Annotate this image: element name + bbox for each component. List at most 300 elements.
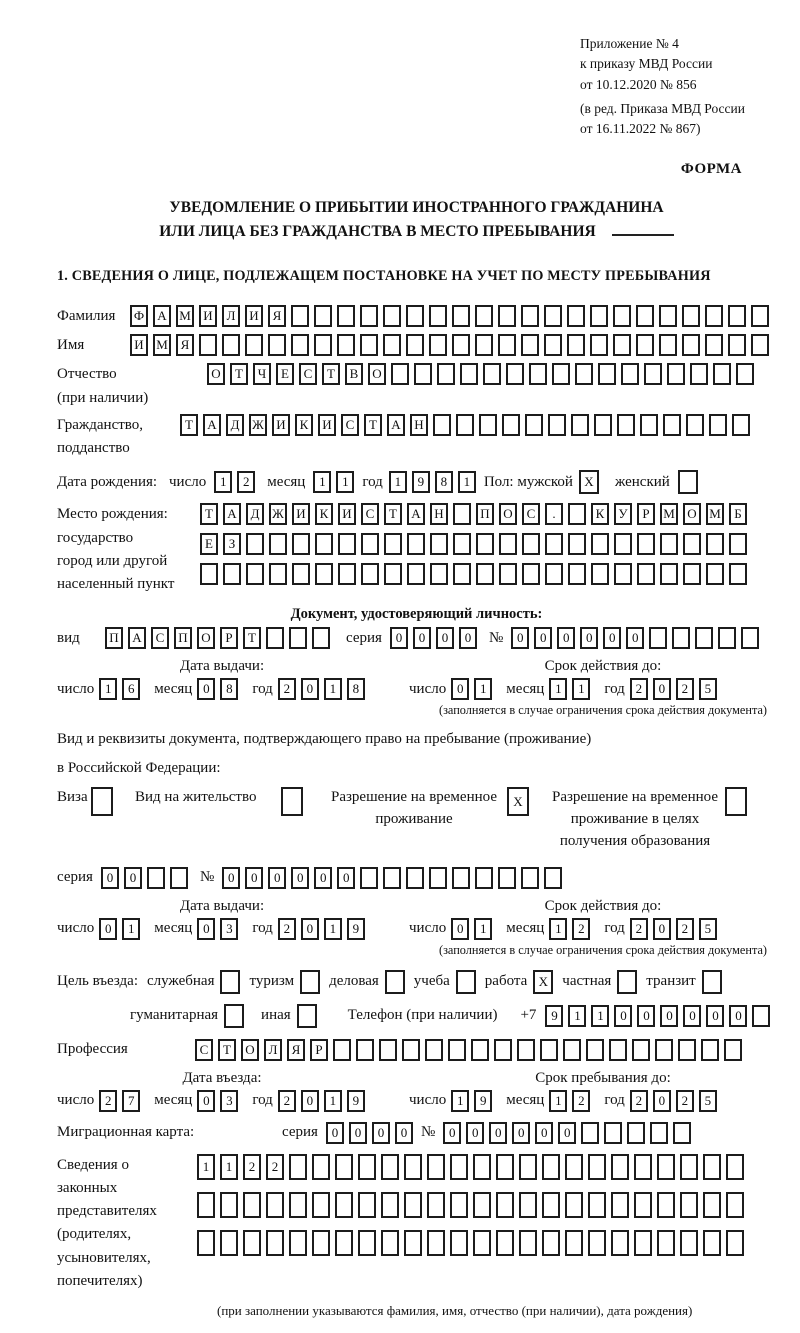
char-cell[interactable] (726, 1192, 744, 1218)
char-cell[interactable]: Р (310, 1039, 328, 1061)
char-cell[interactable]: 5 (699, 918, 717, 940)
char-cell[interactable] (703, 1154, 721, 1180)
char-cell[interactable] (634, 1230, 652, 1256)
char-cell[interactable]: 1 (549, 678, 567, 700)
char-cell[interactable]: О (207, 363, 225, 385)
char-cell[interactable]: С (341, 414, 359, 436)
char-cell[interactable] (649, 627, 667, 649)
char-cell[interactable] (634, 1154, 652, 1180)
char-cell[interactable]: 3 (220, 1090, 238, 1112)
char-cell[interactable] (604, 1122, 622, 1144)
char-cell[interactable] (590, 334, 608, 356)
char-cell[interactable] (289, 627, 307, 649)
char-cell[interactable]: 1 (389, 471, 407, 493)
char-cell[interactable]: П (174, 627, 192, 649)
char-cell[interactable] (476, 533, 494, 555)
char-cell[interactable] (453, 563, 471, 585)
char-cell[interactable] (581, 1122, 599, 1144)
char-cell[interactable] (473, 1192, 491, 1218)
char-cell[interactable]: 2 (278, 918, 296, 940)
char-cell[interactable]: Л (222, 305, 240, 327)
char-cell[interactable]: 1 (451, 1090, 469, 1112)
char-cell[interactable] (726, 1230, 744, 1256)
char-cell[interactable] (289, 1230, 307, 1256)
char-cell[interactable] (728, 334, 746, 356)
char-cell[interactable]: Т (364, 414, 382, 436)
sex-male-checkbox[interactable]: X (579, 470, 599, 494)
char-cell[interactable] (475, 334, 493, 356)
char-cell[interactable] (475, 305, 493, 327)
char-cell[interactable] (200, 563, 218, 585)
char-cell[interactable] (384, 533, 402, 555)
char-cell[interactable] (430, 533, 448, 555)
char-cell[interactable]: П (476, 503, 494, 525)
char-cell[interactable] (751, 305, 769, 327)
char-cell[interactable] (291, 334, 309, 356)
char-cell[interactable]: 2 (630, 678, 648, 700)
char-cell[interactable]: 0 (301, 1090, 319, 1112)
char-cell[interactable] (567, 305, 585, 327)
char-cell[interactable] (729, 533, 747, 555)
char-cell[interactable]: К (295, 414, 313, 436)
char-cell[interactable] (220, 1192, 238, 1218)
char-cell[interactable] (657, 1154, 675, 1180)
purpose-tourism-checkbox[interactable] (300, 970, 320, 994)
char-cell[interactable]: 8 (347, 678, 365, 700)
char-cell[interactable] (588, 1154, 606, 1180)
char-cell[interactable] (525, 414, 543, 436)
char-cell[interactable] (268, 334, 286, 356)
temp-residence-checkbox[interactable]: X (507, 787, 529, 816)
char-cell[interactable] (476, 563, 494, 585)
char-cell[interactable] (517, 1039, 535, 1061)
char-cell[interactable]: В (345, 363, 363, 385)
char-cell[interactable]: 0 (337, 867, 355, 889)
char-cell[interactable] (266, 627, 284, 649)
char-cell[interactable] (360, 334, 378, 356)
char-cell[interactable] (660, 533, 678, 555)
char-cell[interactable] (406, 305, 424, 327)
char-cell[interactable] (246, 563, 264, 585)
char-cell[interactable]: А (128, 627, 146, 649)
char-cell[interactable] (611, 1230, 629, 1256)
char-cell[interactable]: М (153, 334, 171, 356)
char-cell[interactable]: Т (218, 1039, 236, 1061)
char-cell[interactable]: О (368, 363, 386, 385)
char-cell[interactable]: 0 (413, 627, 431, 649)
char-cell[interactable]: 2 (237, 471, 255, 493)
char-cell[interactable]: Б (729, 503, 747, 525)
char-cell[interactable]: 0 (466, 1122, 484, 1144)
char-cell[interactable] (315, 533, 333, 555)
char-cell[interactable] (568, 563, 586, 585)
char-cell[interactable] (450, 1154, 468, 1180)
char-cell[interactable]: 2 (99, 1090, 117, 1112)
char-cell[interactable] (529, 363, 547, 385)
char-cell[interactable] (314, 334, 332, 356)
char-cell[interactable] (453, 503, 471, 525)
char-cell[interactable] (703, 1192, 721, 1218)
char-cell[interactable]: 1 (568, 1005, 586, 1027)
char-cell[interactable] (567, 334, 585, 356)
char-cell[interactable]: 1 (220, 1154, 238, 1180)
char-cell[interactable]: Т (200, 503, 218, 525)
char-cell[interactable]: 0 (660, 1005, 678, 1027)
char-cell[interactable]: У (614, 503, 632, 525)
char-cell[interactable] (499, 563, 517, 585)
char-cell[interactable] (358, 1230, 376, 1256)
char-cell[interactable] (429, 334, 447, 356)
char-cell[interactable]: 0 (436, 627, 454, 649)
char-cell[interactable] (650, 1122, 668, 1144)
char-cell[interactable] (706, 533, 724, 555)
char-cell[interactable] (521, 867, 539, 889)
char-cell[interactable] (672, 627, 690, 649)
char-cell[interactable] (383, 334, 401, 356)
char-cell[interactable] (614, 563, 632, 585)
char-cell[interactable]: 2 (630, 1090, 648, 1112)
char-cell[interactable]: 6 (122, 678, 140, 700)
char-cell[interactable] (383, 305, 401, 327)
char-cell[interactable] (701, 1039, 719, 1061)
char-cell[interactable]: 0 (535, 1122, 553, 1144)
char-cell[interactable] (404, 1230, 422, 1256)
char-cell[interactable] (452, 867, 470, 889)
char-cell[interactable]: С (361, 503, 379, 525)
char-cell[interactable]: С (522, 503, 540, 525)
char-cell[interactable]: 1 (197, 1154, 215, 1180)
char-cell[interactable] (361, 533, 379, 555)
char-cell[interactable]: Р (637, 503, 655, 525)
char-cell[interactable]: Т (384, 503, 402, 525)
char-cell[interactable] (683, 563, 701, 585)
char-cell[interactable] (473, 1154, 491, 1180)
char-cell[interactable] (170, 867, 188, 889)
char-cell[interactable]: Ч (253, 363, 271, 385)
char-cell[interactable] (632, 1039, 650, 1061)
char-cell[interactable]: 9 (347, 1090, 365, 1112)
char-cell[interactable]: 2 (676, 918, 694, 940)
char-cell[interactable] (496, 1230, 514, 1256)
char-cell[interactable]: 0 (390, 627, 408, 649)
char-cell[interactable] (682, 334, 700, 356)
char-cell[interactable] (598, 363, 616, 385)
char-cell[interactable] (456, 414, 474, 436)
char-cell[interactable]: Ф (130, 305, 148, 327)
char-cell[interactable]: 1 (458, 471, 476, 493)
char-cell[interactable]: 1 (313, 471, 331, 493)
char-cell[interactable] (471, 1039, 489, 1061)
char-cell[interactable] (519, 1230, 537, 1256)
char-cell[interactable] (591, 563, 609, 585)
char-cell[interactable] (751, 334, 769, 356)
char-cell[interactable]: 5 (699, 678, 717, 700)
char-cell[interactable] (450, 1192, 468, 1218)
char-cell[interactable] (542, 1154, 560, 1180)
char-cell[interactable]: Т (322, 363, 340, 385)
char-cell[interactable] (406, 334, 424, 356)
char-cell[interactable]: М (706, 503, 724, 525)
char-cell[interactable] (269, 563, 287, 585)
char-cell[interactable]: 0 (534, 627, 552, 649)
char-cell[interactable]: Т (243, 627, 261, 649)
char-cell[interactable] (312, 627, 330, 649)
char-cell[interactable] (452, 305, 470, 327)
char-cell[interactable]: 8 (220, 678, 238, 700)
char-cell[interactable]: О (241, 1039, 259, 1061)
char-cell[interactable] (402, 1039, 420, 1061)
char-cell[interactable]: 1 (474, 678, 492, 700)
char-cell[interactable] (565, 1230, 583, 1256)
char-cell[interactable] (713, 363, 731, 385)
char-cell[interactable] (448, 1039, 466, 1061)
char-cell[interactable] (335, 1154, 353, 1180)
char-cell[interactable]: 0 (291, 867, 309, 889)
char-cell[interactable] (594, 414, 612, 436)
char-cell[interactable] (356, 1039, 374, 1061)
char-cell[interactable] (243, 1230, 261, 1256)
temp-residence-edu-checkbox[interactable] (725, 787, 747, 816)
char-cell[interactable]: 9 (474, 1090, 492, 1112)
char-cell[interactable] (706, 563, 724, 585)
char-cell[interactable] (496, 1154, 514, 1180)
char-cell[interactable]: 1 (122, 918, 140, 940)
char-cell[interactable]: 0 (626, 627, 644, 649)
char-cell[interactable] (427, 1192, 445, 1218)
char-cell[interactable]: И (318, 414, 336, 436)
char-cell[interactable] (657, 1192, 675, 1218)
char-cell[interactable]: И (272, 414, 290, 436)
char-cell[interactable]: 0 (124, 867, 142, 889)
char-cell[interactable] (690, 363, 708, 385)
char-cell[interactable]: И (199, 305, 217, 327)
char-cell[interactable] (498, 867, 516, 889)
char-cell[interactable] (575, 363, 593, 385)
char-cell[interactable] (361, 563, 379, 585)
char-cell[interactable] (429, 867, 447, 889)
char-cell[interactable]: К (315, 503, 333, 525)
char-cell[interactable] (611, 1154, 629, 1180)
char-cell[interactable] (483, 363, 501, 385)
char-cell[interactable]: 2 (243, 1154, 261, 1180)
char-cell[interactable] (383, 867, 401, 889)
char-cell[interactable]: 0 (683, 1005, 701, 1027)
char-cell[interactable] (673, 1122, 691, 1144)
char-cell[interactable] (335, 1192, 353, 1218)
char-cell[interactable] (682, 305, 700, 327)
char-cell[interactable]: 3 (220, 918, 238, 940)
char-cell[interactable] (637, 563, 655, 585)
char-cell[interactable]: Я (287, 1039, 305, 1061)
char-cell[interactable] (223, 563, 241, 585)
char-cell[interactable] (563, 1039, 581, 1061)
char-cell[interactable] (660, 563, 678, 585)
char-cell[interactable]: Е (276, 363, 294, 385)
char-cell[interactable] (680, 1154, 698, 1180)
char-cell[interactable] (453, 533, 471, 555)
char-cell[interactable] (571, 414, 589, 436)
char-cell[interactable] (621, 363, 639, 385)
char-cell[interactable] (636, 305, 654, 327)
char-cell[interactable]: И (245, 305, 263, 327)
char-cell[interactable] (519, 1192, 537, 1218)
char-cell[interactable] (338, 533, 356, 555)
char-cell[interactable]: 0 (197, 678, 215, 700)
char-cell[interactable]: 0 (326, 1122, 344, 1144)
char-cell[interactable]: Н (410, 414, 428, 436)
char-cell[interactable] (588, 1230, 606, 1256)
char-cell[interactable] (542, 1230, 560, 1256)
char-cell[interactable] (291, 305, 309, 327)
char-cell[interactable] (663, 414, 681, 436)
char-cell[interactable] (337, 334, 355, 356)
char-cell[interactable]: М (176, 305, 194, 327)
char-cell[interactable]: М (660, 503, 678, 525)
char-cell[interactable] (498, 305, 516, 327)
char-cell[interactable]: 2 (676, 678, 694, 700)
char-cell[interactable]: 0 (101, 867, 119, 889)
char-cell[interactable]: 0 (443, 1122, 461, 1144)
char-cell[interactable] (384, 563, 402, 585)
char-cell[interactable] (728, 305, 746, 327)
char-cell[interactable]: К (591, 503, 609, 525)
char-cell[interactable] (552, 363, 570, 385)
char-cell[interactable] (741, 627, 759, 649)
char-cell[interactable] (494, 1039, 512, 1061)
char-cell[interactable] (705, 334, 723, 356)
char-cell[interactable]: 0 (197, 1090, 215, 1112)
char-cell[interactable] (678, 1039, 696, 1061)
char-cell[interactable]: 0 (451, 918, 469, 940)
char-cell[interactable]: 0 (614, 1005, 632, 1027)
char-cell[interactable] (269, 533, 287, 555)
char-cell[interactable] (197, 1230, 215, 1256)
char-cell[interactable] (496, 1192, 514, 1218)
char-cell[interactable] (522, 533, 540, 555)
char-cell[interactable] (545, 563, 563, 585)
char-cell[interactable]: 2 (572, 918, 590, 940)
char-cell[interactable]: Д (246, 503, 264, 525)
char-cell[interactable]: 0 (301, 918, 319, 940)
char-cell[interactable] (613, 305, 631, 327)
char-cell[interactable]: 0 (558, 1122, 576, 1144)
char-cell[interactable]: 0 (512, 1122, 530, 1144)
char-cell[interactable] (312, 1230, 330, 1256)
char-cell[interactable] (379, 1039, 397, 1061)
char-cell[interactable]: 7 (122, 1090, 140, 1112)
char-cell[interactable] (636, 334, 654, 356)
char-cell[interactable] (437, 363, 455, 385)
char-cell[interactable] (404, 1192, 422, 1218)
char-cell[interactable]: 0 (245, 867, 263, 889)
char-cell[interactable] (425, 1039, 443, 1061)
char-cell[interactable] (220, 1230, 238, 1256)
sex-female-checkbox[interactable] (678, 470, 698, 494)
char-cell[interactable] (289, 1154, 307, 1180)
char-cell[interactable] (542, 1192, 560, 1218)
char-cell[interactable]: И (292, 503, 310, 525)
char-cell[interactable] (565, 1154, 583, 1180)
char-cell[interactable] (407, 533, 425, 555)
char-cell[interactable]: С (151, 627, 169, 649)
char-cell[interactable] (450, 1230, 468, 1256)
char-cell[interactable]: 0 (653, 1090, 671, 1112)
char-cell[interactable]: И (338, 503, 356, 525)
char-cell[interactable] (709, 414, 727, 436)
char-cell[interactable]: 0 (451, 678, 469, 700)
char-cell[interactable]: Я (268, 305, 286, 327)
char-cell[interactable] (292, 563, 310, 585)
char-cell[interactable]: 0 (603, 627, 621, 649)
char-cell[interactable] (360, 867, 378, 889)
char-cell[interactable] (540, 1039, 558, 1061)
char-cell[interactable]: Н (430, 503, 448, 525)
char-cell[interactable]: 1 (572, 678, 590, 700)
char-cell[interactable]: 2 (572, 1090, 590, 1112)
char-cell[interactable] (199, 334, 217, 356)
char-cell[interactable] (358, 1154, 376, 1180)
char-cell[interactable] (545, 533, 563, 555)
char-cell[interactable] (498, 334, 516, 356)
char-cell[interactable] (292, 533, 310, 555)
char-cell[interactable] (686, 414, 704, 436)
char-cell[interactable]: 0 (395, 1122, 413, 1144)
char-cell[interactable] (506, 363, 524, 385)
char-cell[interactable] (430, 563, 448, 585)
purpose-study-checkbox[interactable] (456, 970, 476, 994)
char-cell[interactable] (381, 1230, 399, 1256)
char-cell[interactable]: З (223, 533, 241, 555)
char-cell[interactable] (586, 1039, 604, 1061)
char-cell[interactable] (414, 363, 432, 385)
residence-permit-checkbox[interactable] (281, 787, 303, 816)
char-cell[interactable] (634, 1192, 652, 1218)
char-cell[interactable]: 0 (653, 678, 671, 700)
char-cell[interactable]: 5 (699, 1090, 717, 1112)
char-cell[interactable]: Е (200, 533, 218, 555)
char-cell[interactable] (502, 414, 520, 436)
char-cell[interactable] (617, 414, 635, 436)
char-cell[interactable]: 0 (511, 627, 529, 649)
char-cell[interactable] (222, 334, 240, 356)
char-cell[interactable] (246, 533, 264, 555)
char-cell[interactable]: С (299, 363, 317, 385)
char-cell[interactable] (289, 1192, 307, 1218)
char-cell[interactable]: 0 (301, 678, 319, 700)
char-cell[interactable] (452, 334, 470, 356)
char-cell[interactable] (544, 867, 562, 889)
char-cell[interactable]: 0 (489, 1122, 507, 1144)
char-cell[interactable]: Р (220, 627, 238, 649)
char-cell[interactable]: 2 (676, 1090, 694, 1112)
char-cell[interactable]: Д (226, 414, 244, 436)
char-cell[interactable]: 9 (545, 1005, 563, 1027)
char-cell[interactable]: Т (180, 414, 198, 436)
char-cell[interactable] (391, 363, 409, 385)
char-cell[interactable] (588, 1192, 606, 1218)
char-cell[interactable] (427, 1230, 445, 1256)
char-cell[interactable] (726, 1154, 744, 1180)
char-cell[interactable]: 2 (630, 918, 648, 940)
char-cell[interactable]: А (223, 503, 241, 525)
char-cell[interactable] (473, 1230, 491, 1256)
char-cell[interactable] (147, 867, 165, 889)
char-cell[interactable]: Ж (269, 503, 287, 525)
char-cell[interactable]: Ж (249, 414, 267, 436)
char-cell[interactable] (644, 363, 662, 385)
char-cell[interactable] (568, 533, 586, 555)
char-cell[interactable] (312, 1154, 330, 1180)
